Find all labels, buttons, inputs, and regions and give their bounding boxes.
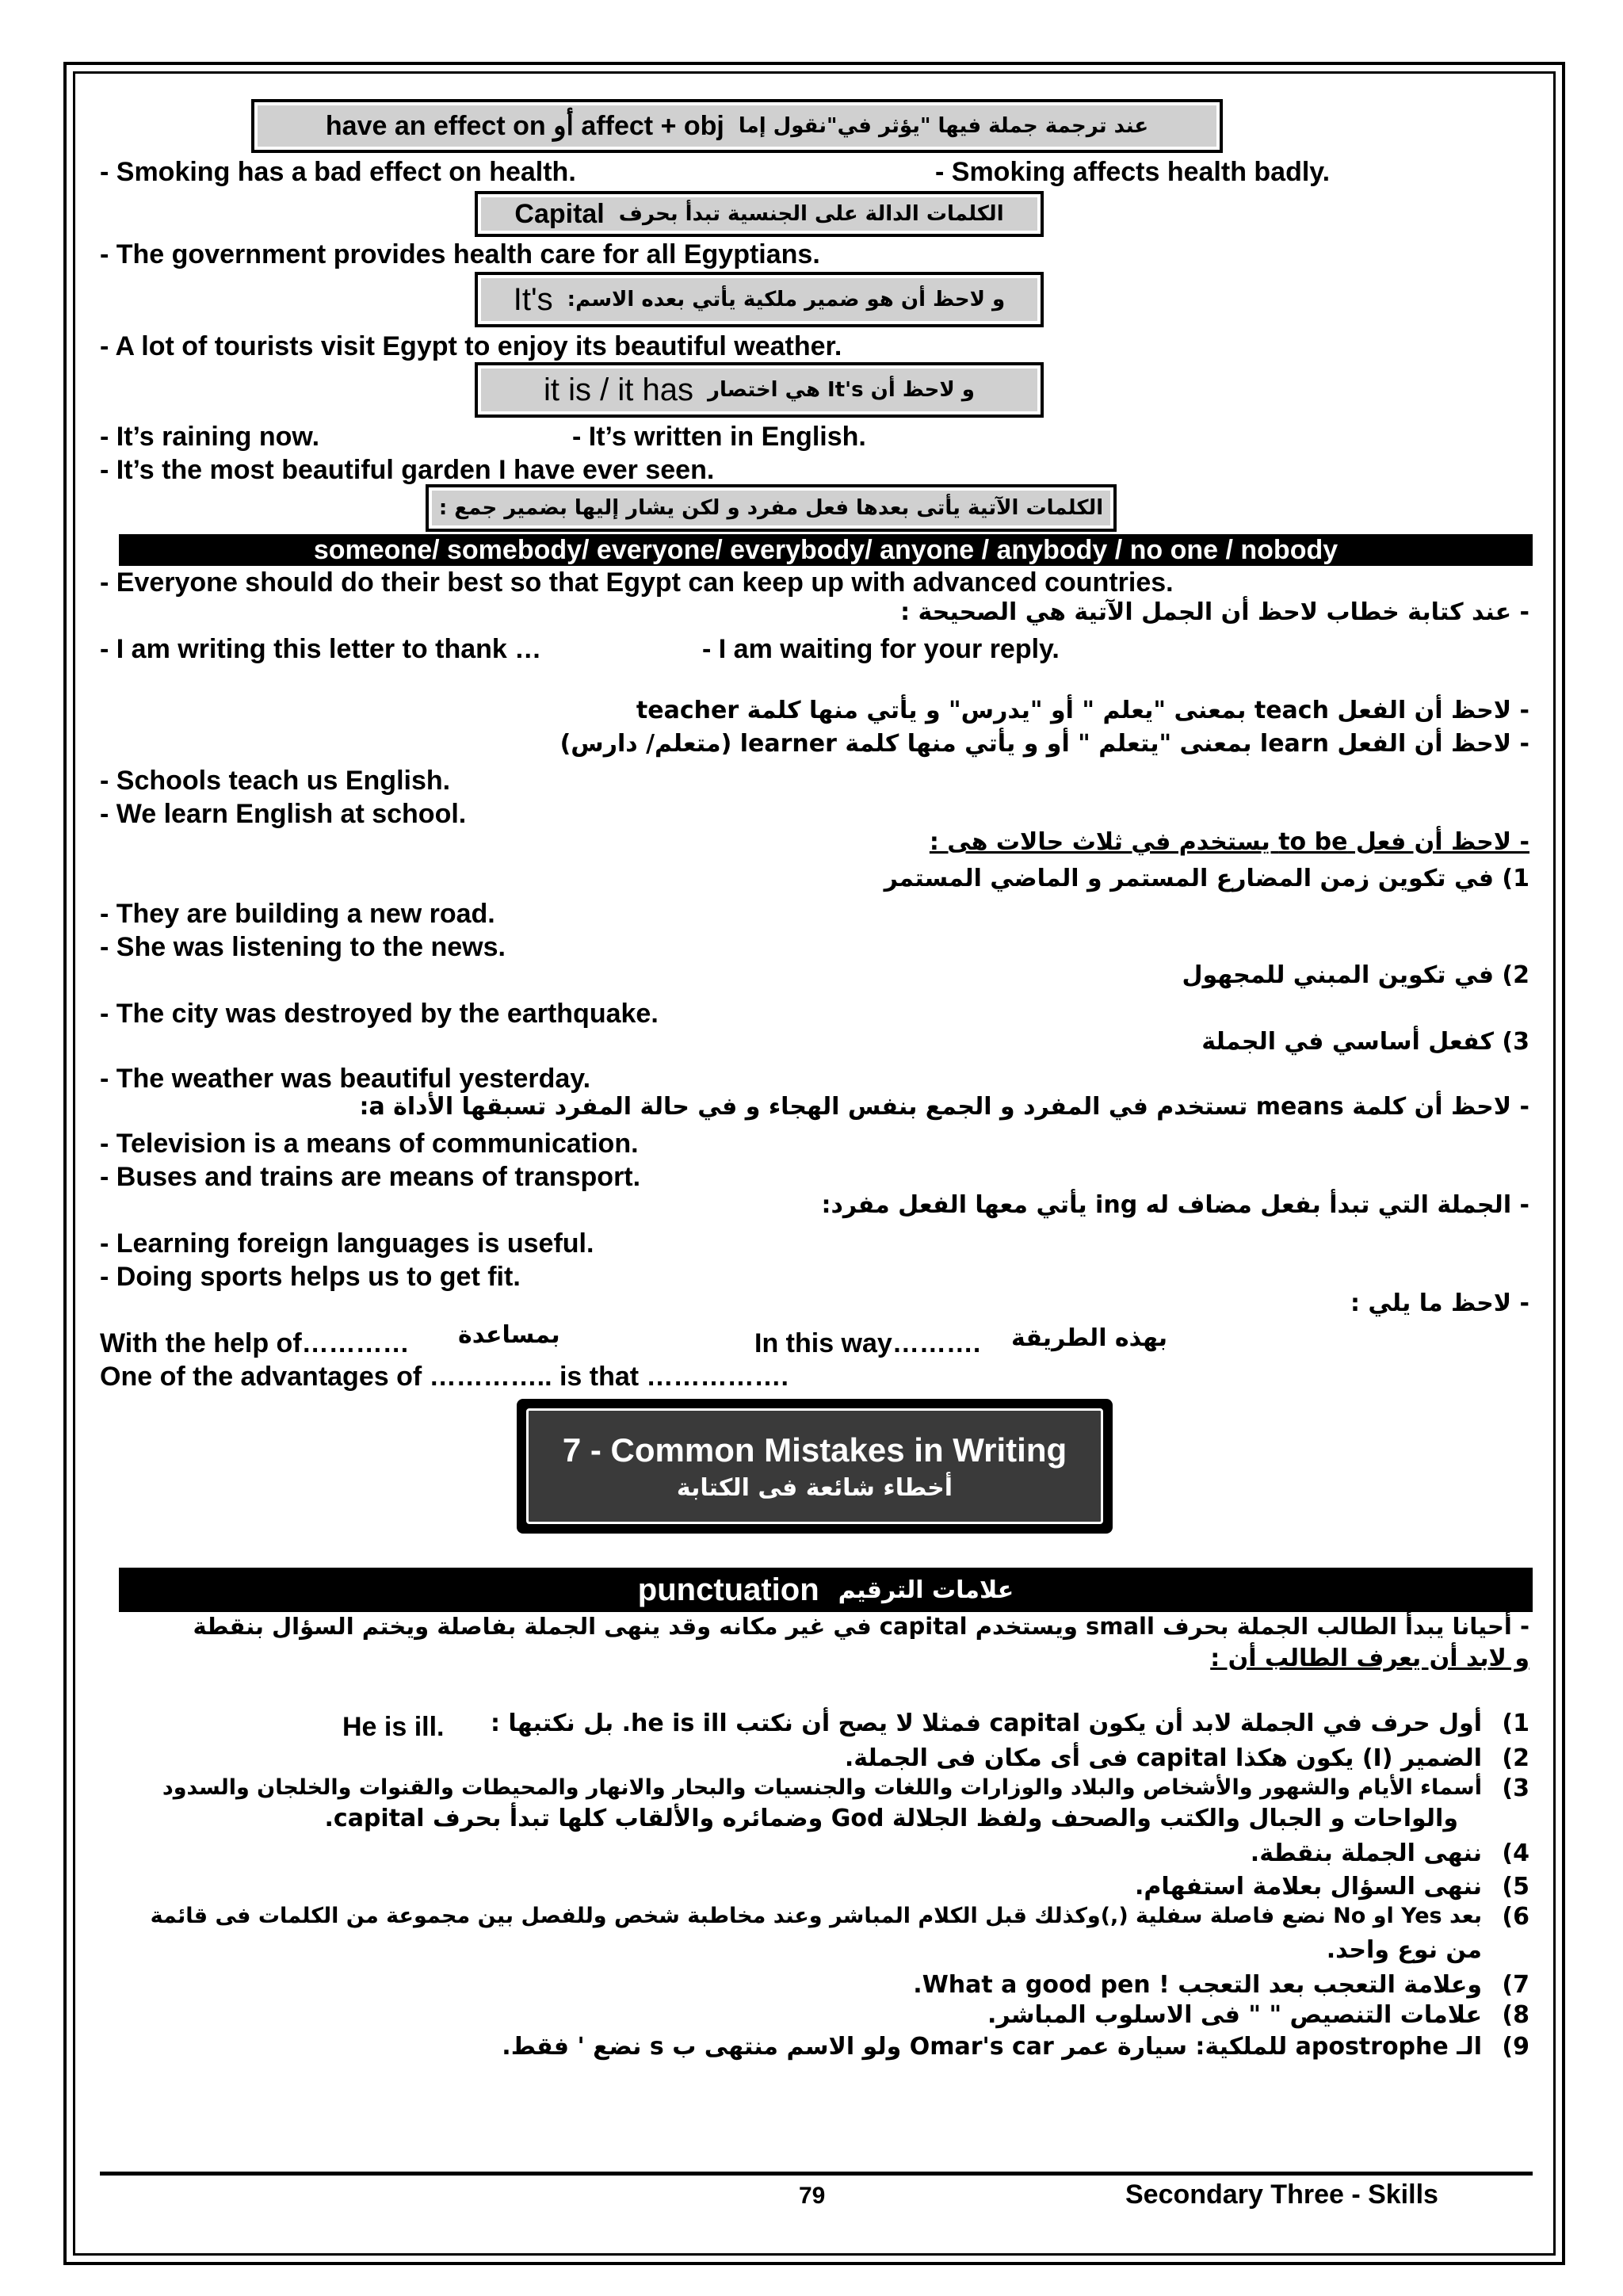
rule-8-text: علامات التنصيص " " فى الاسلوب المباشر. — [987, 2001, 1482, 2029]
rule-4-text: ننهى الجملة بنقطة. — [1250, 1839, 1482, 1867]
line-buses: - Buses and trains are means of transport. — [100, 1162, 641, 1192]
book-title: Secondary Three - Skills — [1125, 2179, 1438, 2210]
rule-6-text: بعد Yes او No نضع فاصلة سفلية (,)وكذلك قبل الكلام المباشر وعند مخاطبة شخص وللفصل بين مجموعة من الكلمات فى قائمة — [150, 1904, 1482, 1928]
rule-3-text-cont: والواحات و الجبال والكتب والصحف ولفظ الجلالة God وضمائره والألقاب كلها تبدأ بحرف capital. — [324, 1805, 1458, 1832]
section-title-ar: أخطاء شائعة فى الكتابة — [676, 1473, 953, 1502]
line-smoking-2: - Smoking affects health badly. — [935, 157, 1331, 187]
to-be-case-3: 3) كفعل أساسي في الجملة — [1201, 1028, 1529, 1056]
line-smoking-1: - Smoking has a bad effect on health. — [100, 157, 576, 187]
rule-7-number: 7) — [1502, 1971, 1529, 1999]
note-its-contraction — [475, 363, 1043, 417]
note-its-contraction-en: it is / it has — [544, 372, 693, 407]
note-learn: - لاحظ أن الفعل learn بمعنى "يتعلم " أو و يأتي منها كلمة learner (متعلم/ دارس) — [559, 730, 1529, 758]
punctuation-bar — [119, 1568, 1533, 1612]
note-teach: - لاحظ أن الفعل teach بمعنى "يعلم " أو "يدرس" و يأتي منها كلمة teacher — [636, 697, 1529, 724]
to-be-case-1: 1) في تكوين زمن المضارع المستمر و الماضي المستمر — [884, 865, 1529, 892]
note-its-possessive — [475, 273, 1043, 327]
rule-2-text: الضمير (I) يكون هكذا capital فى أى مكان فى الجملة. — [844, 1744, 1482, 1772]
rule-7-text: وعلامة التعجب بعد التعجب ! What a good pen. — [913, 1971, 1482, 1999]
rule-4-number: 4) — [1502, 1839, 1529, 1867]
note-capital — [475, 192, 1043, 236]
line-television: - Television is a means of communication. — [100, 1129, 639, 1159]
rule-8-number: 8) — [1502, 2001, 1529, 2029]
rule-9-text: الـ apostrophe للملكية: سيارة عمر Omar's car ولو الاسم منتهى ب s نضع ' فقط. — [502, 2033, 1482, 2061]
note-letter: - عند كتابة خطاب لاحظ أن الجمل الآتية هي الصحيحة : — [900, 598, 1529, 626]
rule-9-number: 9) — [1502, 2033, 1529, 2061]
rule-3-text: أسماء الأيام والشهور والأشخاص والبلاد والوزارات واللغات والجنسيات والبحار والانهار والمحيطات والقنوات والخلجان والسدود — [162, 1775, 1482, 1800]
note-its-possessive-ar: و لاحظ أن هو ضمير ملكية يأتي بعده الاسم: — [567, 288, 1006, 311]
line-we-learn: - We learn English at school. — [100, 799, 467, 829]
note-effect — [252, 100, 1222, 152]
line-weather: - The weather was beautiful yesterday. — [100, 1064, 591, 1094]
singular-words-bar: someone/ somebody/ everyone/ everybody/ anyone / anybody / no one / nobody — [119, 534, 1533, 566]
section-title-box — [517, 1399, 1113, 1534]
punctuation-intro-1: - أحيانا يبدأ الطالب الجملة بحرف small ويستخدم capital في غير مكانه وقد ينهى الجملة بفاصلة ويختم السؤال بنقطة — [193, 1613, 1529, 1640]
line-writing-letter: - I am writing this letter to thank … — [100, 634, 542, 664]
phrase-advantages: One of the advantages of ………….. is that ……………. — [100, 1362, 789, 1392]
note-effect-en: have an effect on أو affect + obj — [325, 111, 724, 141]
line-raining: - It’s raining now. — [100, 422, 320, 452]
note-notice: - لاحظ ما يلي : — [1350, 1289, 1529, 1317]
line-written: - It’s written in English. — [572, 422, 866, 452]
rule-1-example: He is ill. — [342, 1712, 445, 1742]
line-schools-teach: - Schools teach us English. — [100, 766, 451, 796]
phrase-help-en: With the help of………… — [100, 1328, 410, 1358]
punctuation-bar-ar: علامات الترقيم — [838, 1576, 1014, 1604]
line-building: - They are building a new road. — [100, 899, 495, 929]
line-doing-sports: - Doing sports helps us to get fit. — [100, 1262, 521, 1292]
line-destroyed: - The city was destroyed by the earthquake. — [100, 999, 659, 1029]
footer-rule — [100, 2172, 1533, 2176]
section-title-en: 7 - Common Mistakes in Writing — [562, 1431, 1067, 1469]
line-learning: - Learning foreign languages is useful. — [100, 1228, 594, 1259]
line-waiting-reply: - I am waiting for your reply. — [702, 634, 1060, 664]
rule-2-number: 2) — [1502, 1744, 1529, 1772]
phrase-way-en: In this way………. — [754, 1328, 981, 1358]
note-its-possessive-en: It's — [513, 281, 553, 317]
line-garden: - It’s the most beautiful garden I have ever seen. — [100, 455, 715, 485]
note-singular-words-ar: الكلمات الآتية يأتى بعدها فعل مفرد و لكن يشار إليها بضمير جمع : — [438, 496, 1104, 520]
note-to-be: - لاحظ أن فعل to be يستخدم في ثلاث حالات هى : — [929, 828, 1529, 856]
phrase-help-ar: بمساعدة — [458, 1321, 560, 1349]
note-singular-words — [426, 485, 1116, 531]
note-ing: - الجملة التي تبدأ بفعل مضاف له ing يأتي معها الفعل مفرد: — [821, 1191, 1529, 1219]
note-effect-ar: عند ترجمة جملة فيها "يؤثر في"نقول إما — [738, 114, 1149, 138]
punctuation-bar-en: punctuation — [637, 1572, 819, 1607]
phrase-way-ar: بهذه الطريقة — [1011, 1324, 1168, 1352]
rule-3-number: 3) — [1502, 1775, 1529, 1802]
note-capital-en: Capital — [514, 198, 605, 229]
rule-6-number: 6) — [1502, 1903, 1529, 1931]
punctuation-intro-2: و لابد أن يعرف الطالب أن : — [1210, 1645, 1529, 1672]
line-tourists: - A lot of tourists visit Egypt to enjoy its beautiful weather. — [100, 331, 842, 361]
to-be-case-2: 2) في تكوين المبني للمجهول — [1182, 961, 1529, 989]
note-capital-ar: الكلمات الدالة على الجنسية تبدأ بحرف — [618, 202, 1004, 226]
page-number: 79 — [799, 2183, 826, 2209]
rule-6-text-cont: من نوع واحد. — [1326, 1936, 1482, 1964]
line-government: - The government provides health care for all Egyptians. — [100, 239, 820, 269]
note-its-contraction-ar: و لاحظ أن It's هي اختصار — [707, 378, 975, 402]
rule-5-number: 5) — [1502, 1873, 1529, 1901]
rule-1-number: 1) — [1502, 1710, 1529, 1737]
note-means: - لاحظ أن كلمة means تستخدم في المفرد و الجمع بنفس الهجاء و في حالة المفرد تسبقها الأداة a: — [359, 1093, 1529, 1121]
line-listening: - She was listening to the news. — [100, 932, 506, 962]
rule-1-text: أول حرف في الجملة لابد أن يكون capital فمثلا لا يصح أن نكتب he is ill. بل نكتبها : — [490, 1710, 1482, 1737]
line-everyone: - Everyone should do their best so that Egypt can keep up with advanced countries. — [100, 567, 1174, 598]
rule-5-text: ننهى السؤال بعلامة استفهام. — [1134, 1873, 1482, 1901]
